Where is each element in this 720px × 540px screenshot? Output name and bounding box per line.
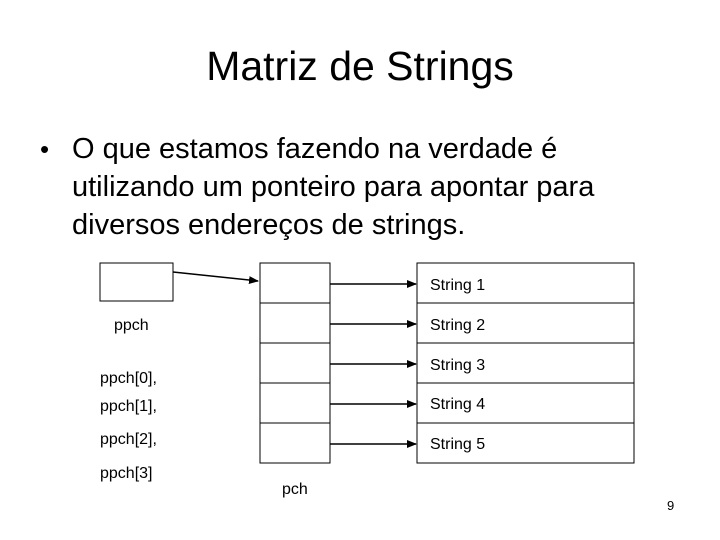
index-label: ppch[2], — [100, 431, 157, 448]
index-label: ppch[1], — [100, 398, 157, 415]
pch-label: pch — [282, 481, 308, 498]
pch-cell — [260, 263, 330, 303]
pch-cell — [260, 343, 330, 383]
pch-cell — [260, 303, 330, 343]
index-label: ppch[0], — [100, 370, 157, 387]
bullet-dot-icon: • — [40, 134, 50, 164]
pch-cell — [260, 423, 330, 463]
ppch-box — [100, 263, 173, 301]
string-label: String 3 — [430, 357, 486, 374]
pch-cell — [260, 383, 330, 423]
string-label: String 5 — [430, 436, 486, 453]
index-label: ppch[3] — [100, 465, 153, 482]
bullet-text: O que estamos fazendo na verdade é utilizando um ponteiro para apontar para diversos endereços de strings. — [72, 133, 595, 241]
ppch-arrow — [173, 272, 258, 281]
string-label: String 2 — [430, 317, 486, 334]
ppch-label: ppch — [114, 317, 149, 334]
string-label: String 1 — [430, 277, 486, 294]
string-label: String 4 — [430, 396, 486, 413]
pch-array — [260, 263, 330, 463]
page-number: 9 — [667, 498, 675, 513]
slide-title: Matriz de Strings — [206, 43, 514, 89]
